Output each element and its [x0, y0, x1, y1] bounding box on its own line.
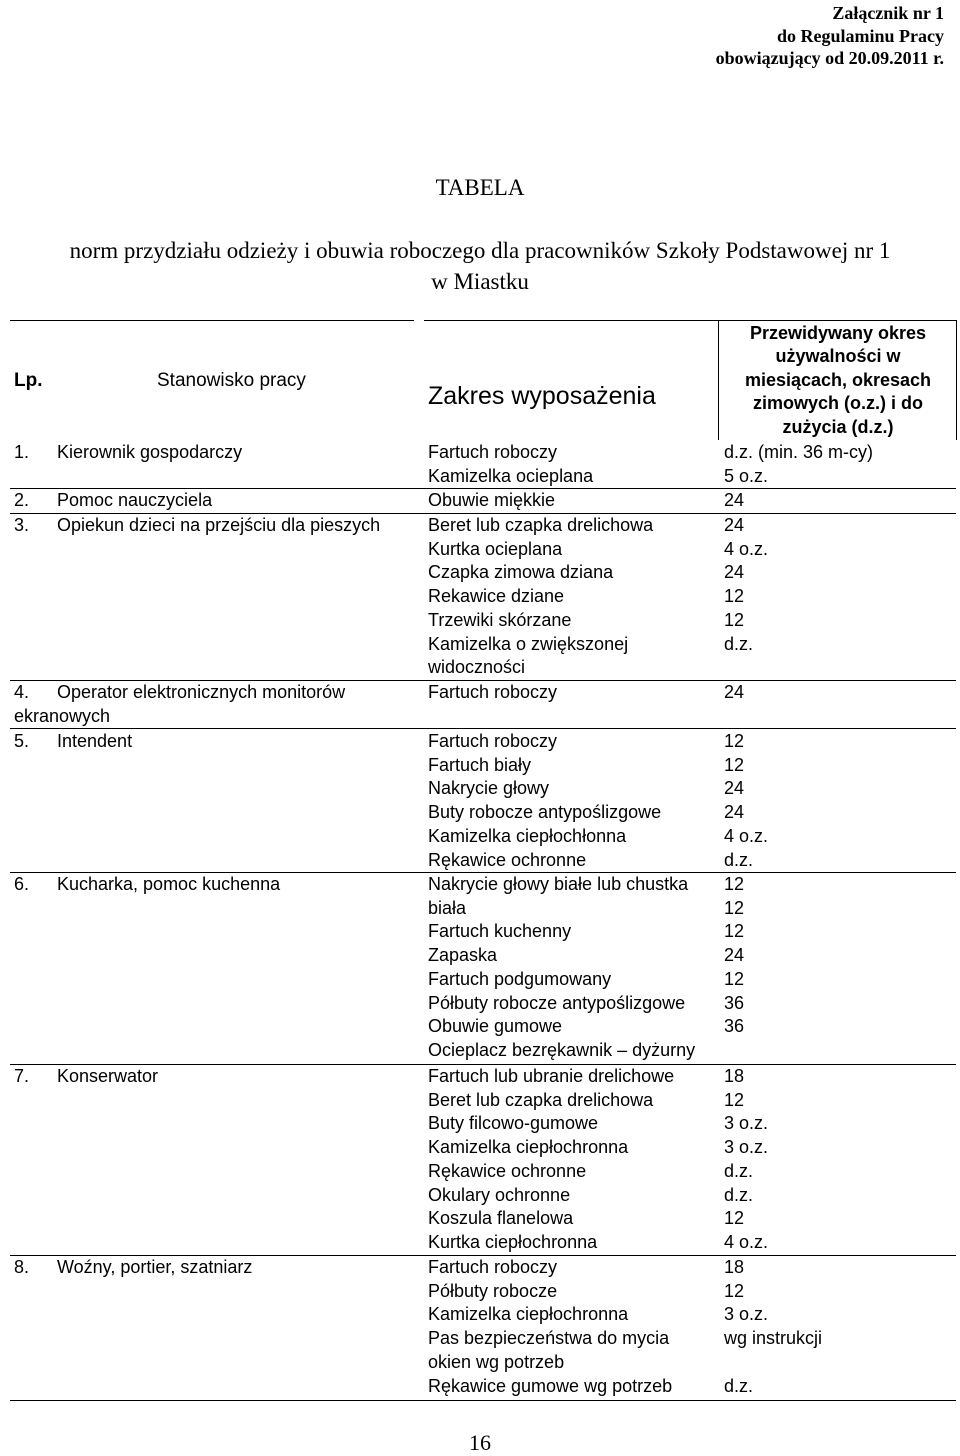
item-line: Obuwie gumowe [428, 1016, 563, 1037]
item-line: Kamizelka ciepłochronna [428, 1137, 629, 1158]
row-number: 4. [14, 682, 30, 702]
header-okres-line: zużycia (d.z.) [782, 416, 894, 437]
position-line: Woźny, portier, szatniarz [57, 1257, 253, 1277]
value-line: 4 o.z. [724, 538, 769, 559]
row-position [57, 514, 417, 538]
row-position [57, 730, 417, 754]
position-line: Pomoc nauczyciela [57, 490, 213, 510]
position-line: Kierownik gospodarczy [57, 442, 243, 462]
value-line: 3 o.z. [724, 1304, 769, 1325]
value-line: 12 [724, 897, 745, 918]
row-items [428, 1065, 718, 1255]
item-line: Fartuch podgumowany [428, 968, 612, 989]
row-position [57, 1065, 417, 1089]
header-stanowisko: Stanowisko pracy [157, 370, 306, 391]
row-values [724, 441, 954, 488]
position-line: Kucharka, pomoc kuchenna [57, 874, 281, 894]
item-line: Beret lub czapka drelichowa [428, 515, 654, 535]
value-line: 12 [724, 921, 745, 942]
value-line: d.z. [724, 849, 754, 870]
attachment-note-line: do Regulaminu Pracy [776, 25, 944, 46]
row-position [57, 489, 417, 513]
value-line: d.z. [724, 633, 754, 654]
item-line: biała [428, 897, 467, 918]
value-line: 4 o.z. [724, 825, 769, 846]
row-number: 8. [14, 1257, 30, 1277]
header-lp: Lp. [14, 370, 43, 391]
row-items [428, 514, 718, 680]
value-line: 3 o.z. [724, 1137, 769, 1158]
item-line: Fartuch roboczy [428, 1257, 558, 1277]
row-items [428, 441, 718, 488]
value-line: 12 [724, 874, 745, 894]
row-position [14, 681, 417, 728]
item-line: Buty robocze antypoślizgowe [428, 802, 662, 823]
value-line: 12 [724, 1208, 745, 1229]
row-values [724, 514, 954, 656]
value-line: 36 [724, 992, 745, 1013]
value-line: 36 [724, 1016, 745, 1037]
position-line: Opiekun dzieci na przejściu dla pieszych [57, 515, 381, 535]
row-position [57, 1256, 417, 1280]
item-line: Fartuch roboczy [428, 442, 558, 462]
item-line: Fartuch biały [428, 754, 532, 775]
item-line: Kurtka ciepłochronna [428, 1231, 598, 1252]
row-values [724, 489, 954, 513]
value-line: 24 [724, 802, 745, 823]
value-line: 12 [724, 1089, 745, 1110]
row-values [724, 730, 954, 872]
value-line: 4 o.z. [724, 1231, 769, 1252]
value-line [724, 1351, 954, 1375]
header-okres-line: zimowych (o.z.) i do [753, 393, 923, 414]
row-position [57, 873, 417, 897]
item-line: Rękawice ochronne [428, 1160, 587, 1181]
value-line: 24 [724, 682, 745, 702]
value-line: 24 [724, 562, 745, 583]
subtitle-line: w Miastku [431, 269, 529, 294]
value-line: wg instrukcji [724, 1328, 823, 1349]
value-line: d.z. [724, 1375, 754, 1396]
value-line: d.z. [724, 1184, 754, 1205]
item-line: Półbuty robocze [428, 1280, 558, 1301]
row-number: 5. [14, 731, 30, 751]
row-values [724, 873, 954, 1039]
row-values [724, 1256, 954, 1398]
value-line: 12 [724, 968, 745, 989]
row-number: 7. [14, 1066, 30, 1086]
page-number: 16 [469, 1430, 491, 1455]
row-number: 2. [14, 490, 30, 510]
item-line: Fartuch roboczy [428, 682, 558, 702]
header-zakres: Zakres wyposażenia [428, 382, 656, 410]
item-line: Czapka zimowa dziana [428, 562, 614, 583]
position-line: Operator elektronicznych monitorów [57, 682, 346, 702]
table-top-border-left [10, 320, 414, 321]
item-line: Beret lub czapka drelichowa [428, 1089, 654, 1110]
row-number: 6. [14, 874, 30, 894]
item-line: Kamizelka ciepłochronna [428, 1304, 629, 1325]
value-line: 12 [724, 586, 745, 607]
item-line: widoczności [428, 657, 526, 678]
value-line: 5 o.z. [724, 465, 769, 486]
value-line: 24 [724, 778, 745, 799]
item-line: Fartuch lub ubranie drelichowe [428, 1066, 675, 1086]
value-line: 18 [724, 1066, 745, 1086]
value-line: 3 o.z. [724, 1113, 769, 1134]
row-items [428, 730, 718, 872]
item-line: Nakrycie głowy [428, 778, 550, 799]
item-line: Kurtka ocieplana [428, 538, 563, 559]
row-number: 3. [14, 515, 30, 535]
attachment-note-line: obowiązujący od 20.09.2011 r. [715, 48, 944, 68]
item-line: Ocieplacz bezrękawnik – dyżurny [428, 1039, 696, 1060]
item-line: Nakrycie głowy białe lub chustka [428, 874, 689, 894]
document-subtitle [0, 235, 960, 297]
value-line: 12 [724, 609, 745, 630]
row-items [428, 489, 718, 513]
item-line: Koszula flanelowa [428, 1208, 574, 1229]
item-line: Fartuch kuchenny [428, 921, 572, 942]
row-items [428, 1256, 718, 1398]
attachment-note [716, 2, 944, 70]
value-line: 12 [724, 754, 745, 775]
item-line: Fartuch roboczy [428, 731, 558, 751]
value-line: d.z. [724, 1160, 754, 1181]
header-okres-line: Przewidywany okres [749, 323, 927, 343]
value-line: 12 [724, 731, 745, 751]
document-title: TABELA [435, 175, 525, 200]
header-okres-line: używalności w [775, 346, 901, 367]
item-line: Okulary ochronne [428, 1184, 571, 1205]
row-separator [10, 728, 956, 729]
item-line: Obuwie miękkie [428, 490, 556, 510]
item-line: Rekawice dziane [428, 586, 565, 607]
value-line: 18 [724, 1257, 745, 1277]
row-items [428, 681, 718, 705]
item-line: Zapaska [428, 945, 498, 966]
position-line: Intendent [57, 731, 133, 751]
item-line: Buty filcowo-gumowe [428, 1113, 599, 1134]
value-line: d.z. (min. 36 m-cy) [724, 442, 874, 462]
row-position [57, 441, 417, 465]
item-line: Kamizelka o zwiększonej [428, 633, 629, 654]
value-line: 12 [724, 1280, 745, 1301]
item-line: Trzewiki skórzane [428, 609, 572, 630]
item-line: okien wg potrzeb [428, 1351, 565, 1372]
attachment-note-line: Załącznik nr 1 [832, 3, 944, 23]
item-line: Kamizelka ciepłochłonna [428, 825, 627, 846]
header-okres-line: miesiącach, okresach [744, 369, 932, 390]
item-line: Półbuty robocze antypoślizgowe [428, 992, 686, 1013]
row-values [724, 1065, 954, 1255]
subtitle-line: norm przydziału odzieży i obuwia roboczego dla pracowników Szkoły Podstawowej nr 1 [69, 238, 891, 263]
position-line: Konserwator [57, 1066, 159, 1086]
row-items [428, 873, 718, 1063]
value-line: 24 [724, 490, 745, 510]
header-okres [718, 322, 958, 439]
table-bottom-border [10, 1400, 956, 1401]
table-top-border [424, 320, 957, 321]
item-line: Kamizelka ocieplana [428, 465, 594, 486]
item-line: Rękawice gumowe wg potrzeb [428, 1375, 673, 1396]
value-line: 24 [724, 945, 745, 966]
item-line: Pas bezpieczeństwa do mycia [428, 1328, 670, 1349]
row-values [724, 681, 954, 705]
item-line: Rękawice ochronne [428, 849, 587, 870]
row-number: 1. [14, 442, 30, 462]
value-line: 24 [724, 515, 745, 535]
position-line: ekranowych [14, 705, 111, 726]
